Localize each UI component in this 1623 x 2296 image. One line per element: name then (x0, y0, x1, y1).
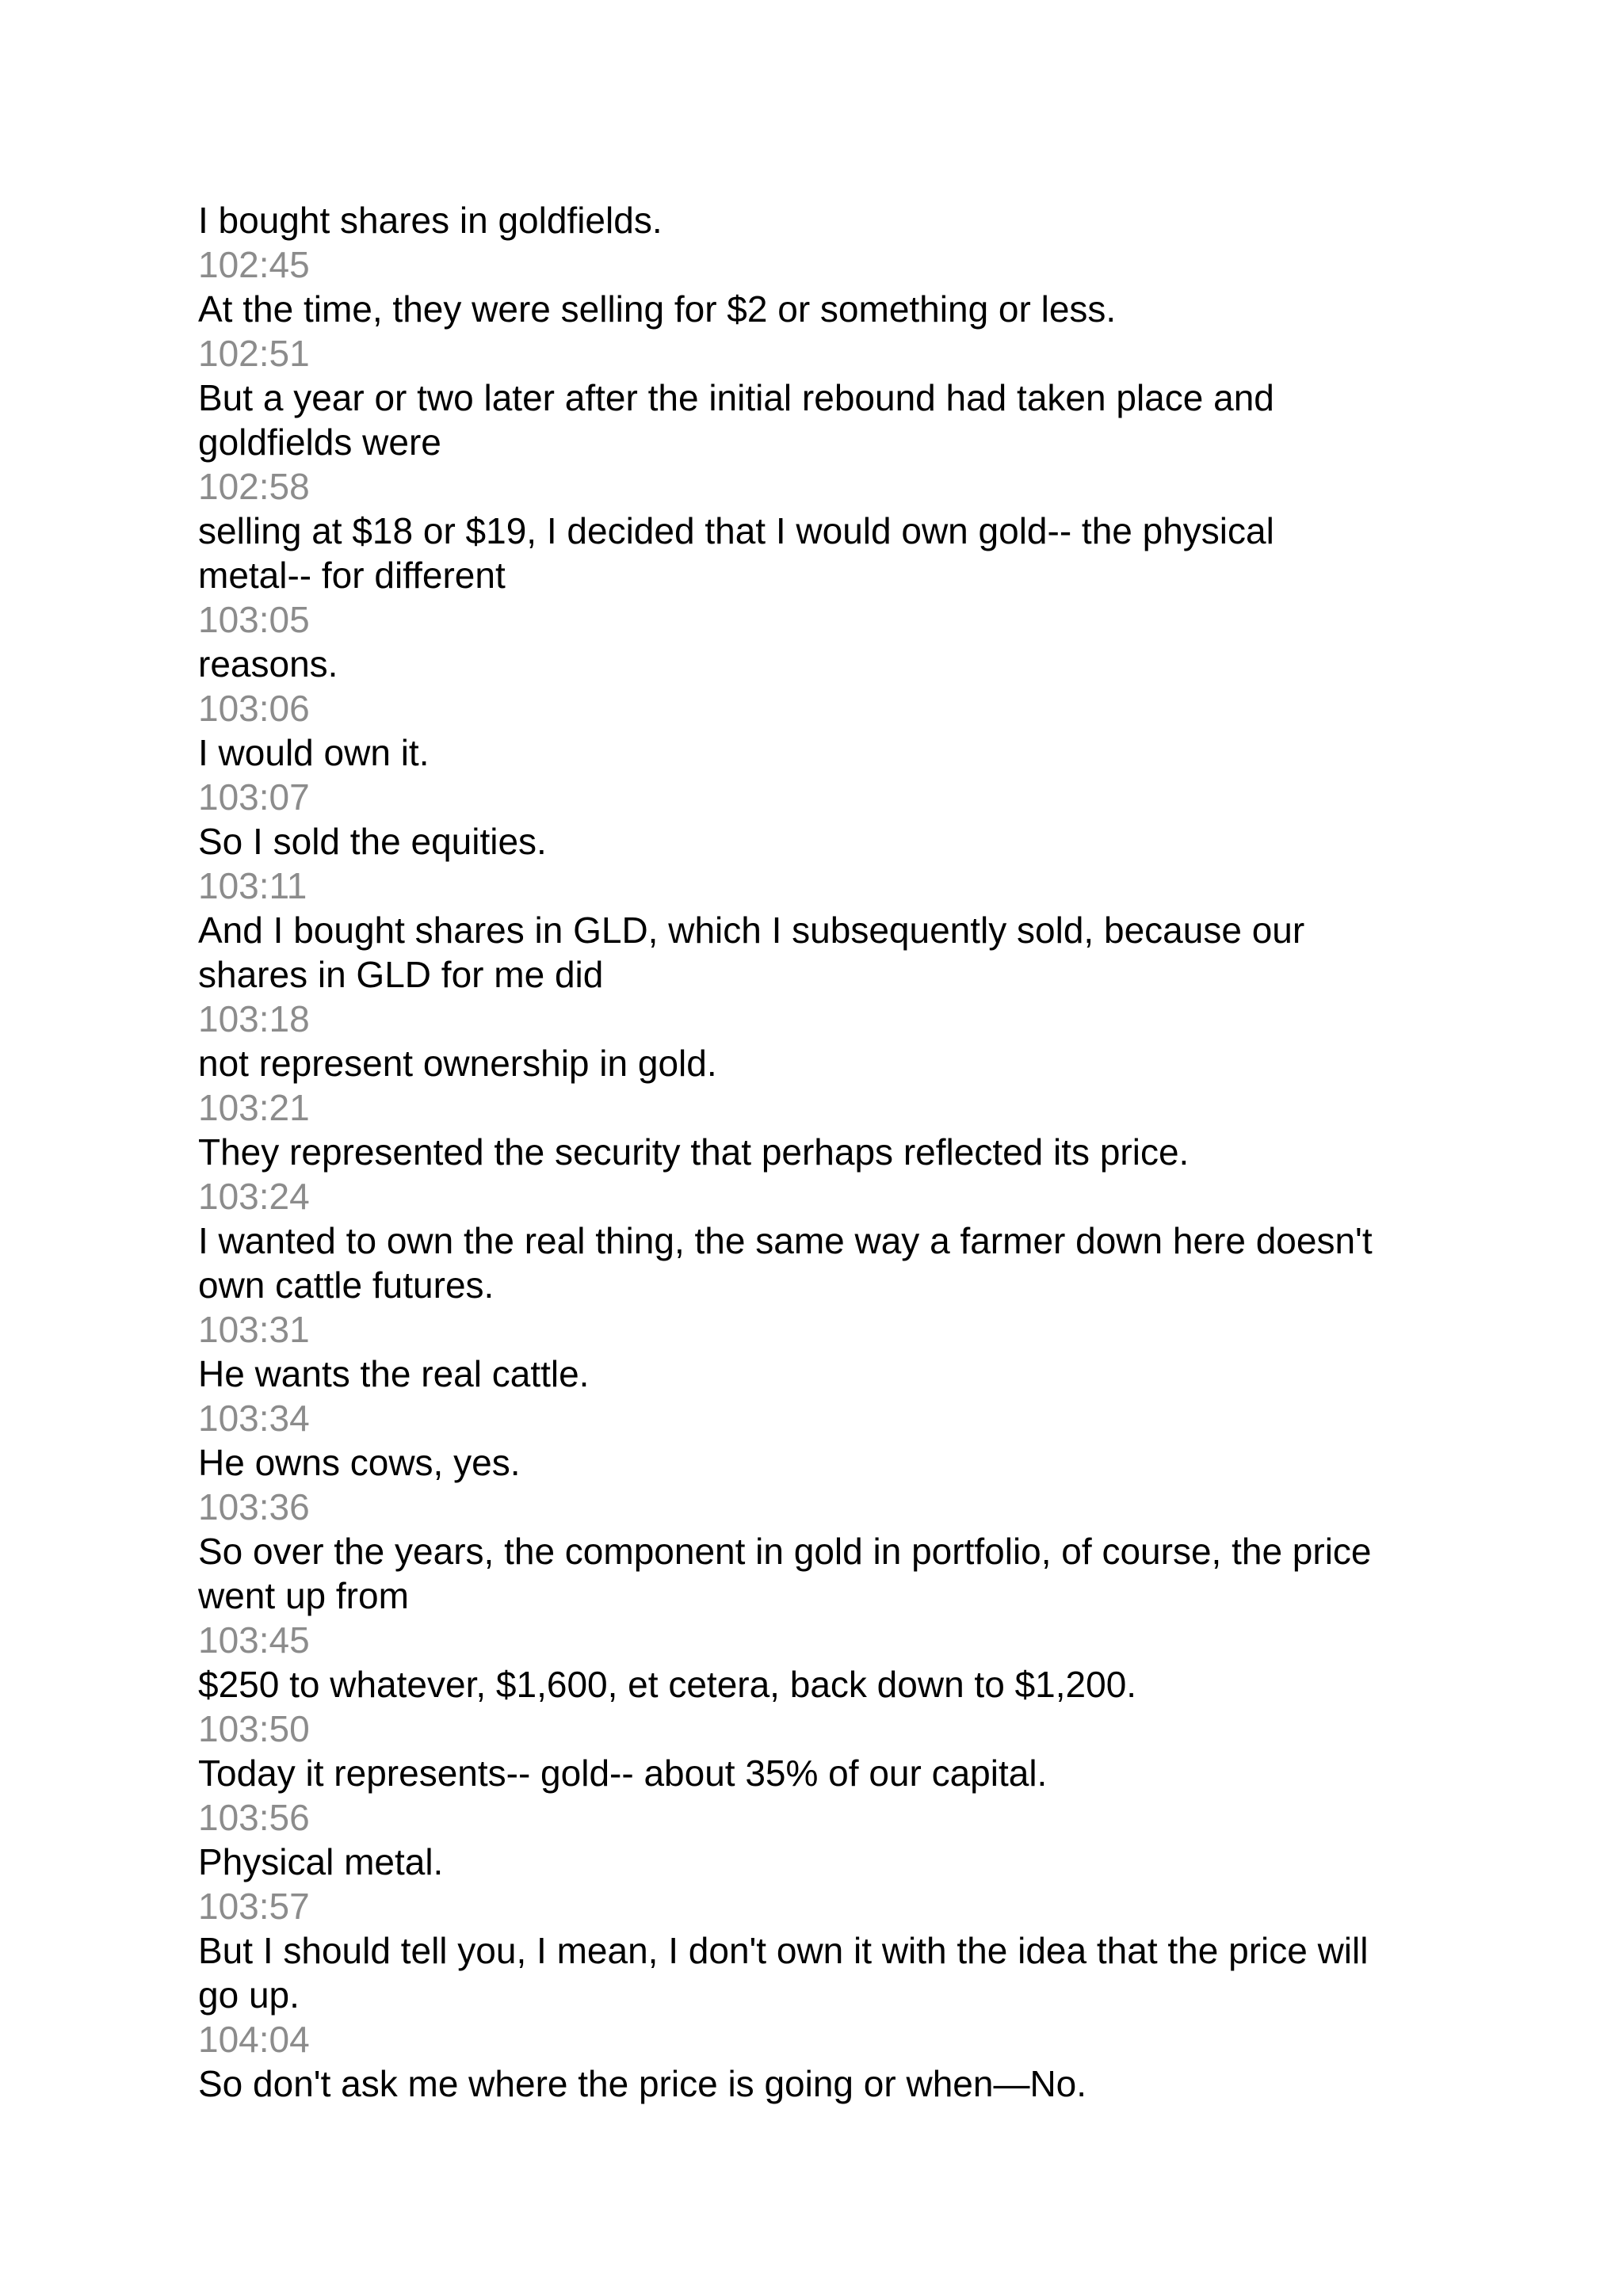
timestamp: 103:50 (198, 1708, 310, 1749)
transcript-line: He wants the real cattle. (198, 1353, 590, 1394)
timestamp: 103:34 (198, 1398, 310, 1439)
timestamp: 103:05 (198, 599, 310, 640)
timestamp: 102:51 (198, 333, 310, 374)
transcript-line: At the time, they were selling for $2 or something or less. (198, 288, 1117, 330)
transcript-line: So don't ask me where the price is going or when—No. (198, 2063, 1087, 2104)
transcript-line: reasons. (198, 643, 338, 685)
timestamp: 103:11 (198, 865, 307, 906)
transcript-line: Physical metal. (198, 1841, 444, 1882)
timestamp: 103:06 (198, 688, 310, 729)
transcript-line: But I should tell you, I mean, I don't own it with the idea that the price will (198, 1930, 1369, 1971)
transcript-line: So over the years, the component in gold in portfolio, of course, the price (198, 1531, 1372, 1572)
transcript-line: went up from (198, 1575, 409, 1616)
timestamp: 103:45 (198, 1619, 310, 1661)
transcript-line: But a year or two later after the initial rebound had taken place and (198, 377, 1274, 418)
timestamp: 103:36 (198, 1486, 310, 1527)
timestamp: 104:04 (198, 2019, 310, 2060)
transcript-line: go up. (198, 1974, 300, 2016)
transcript-line: metal-- for different (198, 555, 506, 596)
timestamp: 102:45 (198, 244, 310, 285)
transcript-line: selling at $18 or $19, I decided that I would own gold-- the physical (198, 510, 1274, 551)
transcript-body (198, 198, 1466, 2106)
transcript-line: own cattle futures. (198, 1264, 495, 1306)
transcript-line: And I bought shares in GLD, which I subsequently sold, because our (198, 910, 1305, 951)
transcript-line: I bought shares in goldfields. (198, 200, 663, 241)
transcript-line: So I sold the equities. (198, 821, 547, 862)
timestamp: 103:24 (198, 1176, 310, 1217)
transcript-line: $250 to whatever, $1,600, et cetera, back down to $1,200. (198, 1664, 1137, 1705)
timestamp: 103:21 (198, 1087, 310, 1128)
timestamp: 103:57 (198, 1886, 310, 1927)
timestamp: 103:31 (198, 1309, 310, 1350)
transcript-line: goldfields were (198, 421, 441, 463)
timestamp: 102:58 (198, 466, 310, 507)
transcript-line: They represented the security that perhaps reflected its price. (198, 1131, 1190, 1173)
transcript-line: shares in GLD for me did (198, 954, 604, 995)
transcript-line: I would own it. (198, 732, 430, 773)
transcript-line: not represent ownership in gold. (198, 1043, 717, 1084)
timestamp: 103:56 (198, 1797, 310, 1838)
transcript-line: He owns cows, yes. (198, 1442, 521, 1483)
timestamp: 103:18 (198, 998, 310, 1039)
transcript-line: Today it represents-- gold-- about 35% of our capital. (198, 1753, 1048, 1794)
timestamp: 103:07 (198, 776, 310, 818)
transcript-line: I wanted to own the real thing, the same way a farmer down here doesn't (198, 1220, 1373, 1261)
